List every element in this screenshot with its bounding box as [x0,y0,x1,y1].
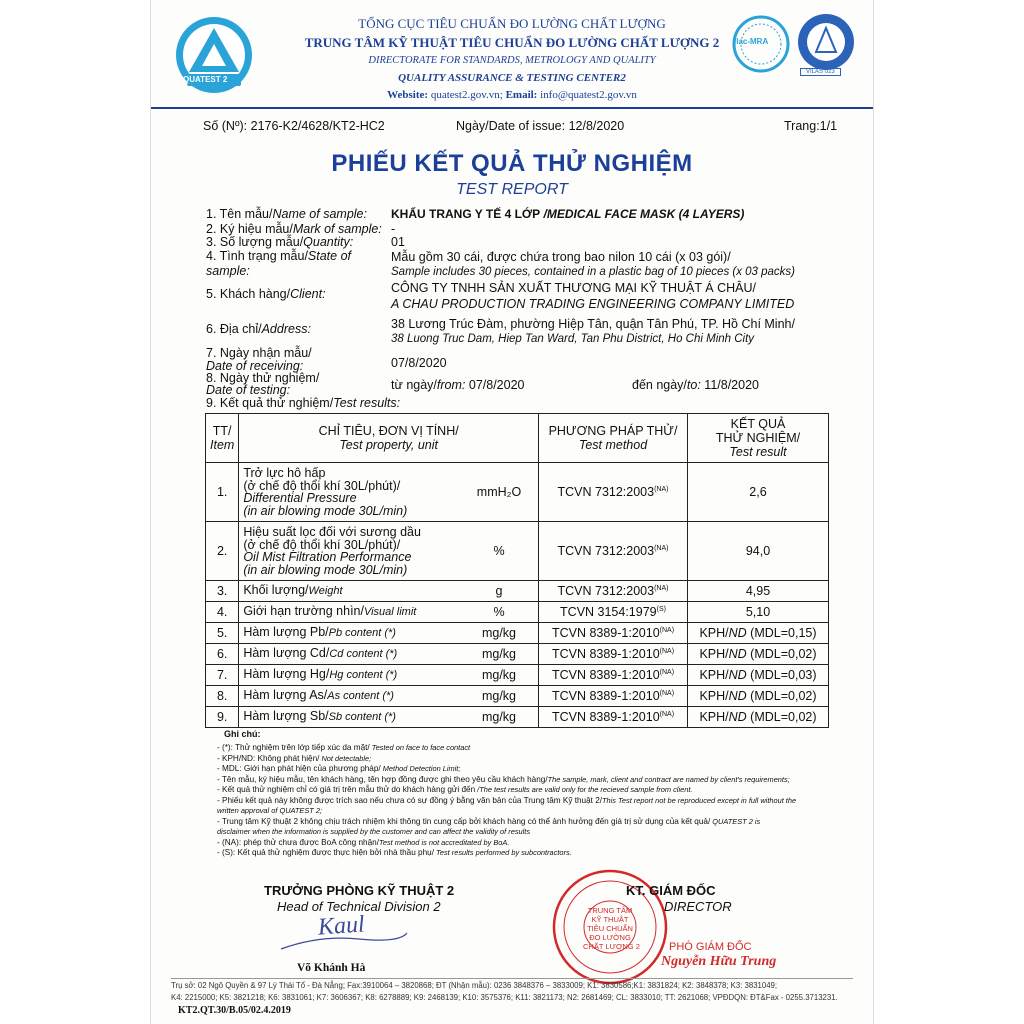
header-property-en: Test property, unit [339,438,438,452]
note-en: The sample, mark, client and contract are named by client's requirements; [547,774,790,784]
field-8-to-vn: đến ngày/ [632,378,687,392]
cell-method [539,463,688,522]
field-8-from-value: 07/8/2020 [465,378,525,392]
note-vn: - Tên mẫu, ký hiệu mẫu, tên khách hàng, tên hợp đồng được ghi theo yêu cầu khách hàng/ [217,774,548,784]
field-8-label-en: Date of testing: [206,383,291,397]
result-mdl: (MDL=0,15) [746,626,817,640]
logo-text: QUATEST 2 [183,75,228,84]
field-4-label-en: State of [307,249,352,263]
cell-unit: mmH₂O [460,463,539,522]
cell-item-no: 2. [206,522,239,581]
note-vn: - Kết quả thử nghiệm chỉ có giá trị trên mẫu thử do khách hàng gửi đến [217,785,476,794]
report-title-vn: PHIẾU KẾT QUẢ THỬ NGHIỆM [331,150,693,177]
result-nd: ND [728,626,747,640]
field-9-label-en: Test results: [333,396,401,410]
property-en: Cd content (*) [329,648,398,661]
field-2-label-en: Mark of sample: [292,222,382,236]
ilac-text: ilac-MRA [734,37,769,46]
field-1-label [206,207,367,221]
field-4-value-vn: Mẫu gồm 30 cái, được chứa trong bao nilon 10 cái (x 03 gói)/ [391,250,731,264]
result-kph: KPH/ [699,647,729,661]
table-row [206,522,829,581]
field-8-to-value: 11/8/2020 [700,378,759,392]
footer-line-2: K4: 2215000; K5: 3821218; K6: 3831061; K7: 3606367; K8: 6278889; K9: 2468139; K10: 3575376; K11: 3821173; N2: 2681469; CL: 3833010; TT: 2621068; VPĐDQN: ĐT&Fax - 0255.3713231. [171,993,838,1002]
cell-method [539,707,688,728]
report-number-value: 2176-K2/4628/KT2-HC2 [250,119,385,133]
note-vn: - KPH/ND: Không phát hiện/ [217,753,320,763]
header-item-vn: TT/ [212,424,232,438]
field-6-value-vn: 38 Lương Trúc Đàm, phường Hiệp Tân, quận Tân Phú, TP. Hồ Chí Minh/ [391,317,795,331]
note-vn: - Trung tâm Kỹ thuật 2 không chịu trách nhiệm khi thông tin cung cấp bởi khách hàng có thể ảnh hưởng đến giá trị sử dụng của kết quả/ [217,816,711,826]
field-1-value-vn: KHẨU TRANG Y TẾ 4 LỚP [391,207,541,221]
field-8-from-vn: từ ngày/ [391,378,437,392]
cell-unit: mg/kg [460,707,539,728]
field-9-label-vn: 9. Kết quả thử nghiệm/ [206,396,334,410]
property-vn: Hàm lượng Cd/ [243,646,330,661]
page-number: Trang:1/1 [784,119,838,133]
cell-result [688,707,829,728]
field-1-label-en: Name of sample: [272,207,367,221]
note-en: Not detectable; [319,753,372,763]
website-line [151,89,873,101]
note-item [217,775,796,786]
cell-property [239,707,460,728]
field-3-value: 01 [391,235,405,249]
org-line-3: DIRECTORATE FOR STANDARDS, METROLOGY AND QUALITY [368,55,656,66]
cell-result [688,602,829,623]
cell-unit: mg/kg [460,686,539,707]
field-5-label [206,287,326,301]
right-signatory-subtitle: DIRECTOR [664,899,732,914]
email-value: info@quatest2.gov.vn [540,89,637,101]
report-number-label: Số (Nº): [203,119,248,133]
footer-line-1: Trụ sở: 02 Ngô Quyền & 97 Lý Thái Tổ - Đà Nẵng; Fax:3910064 – 3820868; ĐT (Nhận mẫu): 0236 3848376 – 3833009; K1: 3830586;K1: 3831824; K2: 3848378; K3: 3831049; [171,981,778,990]
cell-result [688,623,829,644]
field-1-label-vn: 1. Tên mẫu/ [206,207,273,221]
field-1-value [391,207,744,221]
property-vn: Hàm lượng As/ [243,688,328,703]
table-row [206,707,829,728]
right-signatory-role: PHÓ GIÁM ĐỐC [669,941,752,953]
result-kph: KPH/ [699,626,729,640]
cell-result [688,463,829,522]
stamp-text [583,906,640,951]
header-result-en: Test result [729,445,787,459]
property-en: Pb content (*) [328,627,396,640]
right-signatory-name: Nguyễn Hữu Trung [661,954,777,969]
method-value: TCVN 7312:2003 [557,485,655,499]
note-item [217,827,796,838]
cell-unit: mg/kg [460,665,539,686]
field-6-value-en: 38 Luong Truc Dam, Hiep Tan Ward, Tan Phu District, Ho Chi Minh City [391,333,755,345]
report-number [203,119,385,133]
header-method [539,414,688,463]
org-line-1: TỔNG CỤC TIÊU CHUẨN ĐO LƯỜNG CHẤT LƯỢNG [358,16,666,31]
result-kph: KPH/ [699,668,729,682]
note-item [217,806,796,817]
cell-result [688,665,829,686]
cell-result [688,644,829,665]
header-item [206,414,239,463]
header-result [688,414,829,463]
note-vn: - (S): Kết quả thử nghiệm được thực hiện bởi nhà thầu phụ/ [217,848,434,857]
issue-date [456,119,624,133]
method-superscript: (NA) [659,689,675,697]
table-row [206,623,829,644]
property-vn: Trở lực hô hấp [243,466,326,480]
note-item [217,743,796,754]
property-en: Visual limit [363,606,417,619]
field-8-label-vn: 8. Ngày thử nghiệm/ [206,371,320,385]
cell-item-no: 1. [206,463,239,522]
method-value: TCVN 7312:2003 [557,544,655,558]
result-value: 94,0 [745,544,771,558]
cell-item-no: 9. [206,707,239,728]
field-2-label [206,222,382,236]
field-6-label [206,322,311,336]
method-superscript: (S) [656,605,666,613]
property-en: Differential Pressure [243,491,357,505]
method-superscript: (NA) [659,626,675,634]
results-table [205,413,829,728]
left-signatory-title: TRƯỞNG PHÒNG KỸ THUẬT 2 [264,883,455,898]
cell-item-no: 8. [206,686,239,707]
website-value: quatest2.gov.vn; [430,89,503,101]
property-vn-2: (ở chế độ thổi khí 30L/phút)/ [243,478,401,493]
field-3-label [206,235,353,249]
cell-method [539,602,688,623]
stamp-line: TIÊU CHUẨN [587,924,633,933]
right-signatory-title: KT. GIÁM ĐỐC [626,883,716,898]
cell-item-no: 3. [206,581,239,602]
org-line-4: QUALITY ASSURANCE & TESTING CENTER2 [398,72,626,84]
note-item [217,796,796,807]
website-label: Website: [387,89,429,101]
cell-item-no: 4. [206,602,239,623]
notes-list [217,743,796,859]
table-row [206,665,829,686]
cell-method [539,644,688,665]
property-vn: Hiệu suất lọc đối với sương dầu [243,525,421,539]
results-header-row [206,414,829,463]
test-report-page [151,0,873,1024]
cell-result [688,581,829,602]
result-mdl: (MDL=0,02) [746,647,817,661]
result-kph: KPH/ [699,689,729,703]
property-vn: Giới hạn trường nhìn/ [243,604,364,619]
property-en-2: (in air blowing mode 30L/min) [243,503,408,518]
method-value: TCVN 8389-1:2010 [551,647,660,661]
result-nd: ND [728,668,747,682]
property-en: Oil Mist Filtration Performance [243,550,412,564]
property-en: Weight [308,585,343,598]
field-4-value-en: Sample includes 30 pieces, contained in a plastic bag of 10 pieces (x 03 packs) [391,266,796,278]
property-en-2: (in air blowing mode 30L/min) [243,562,408,577]
property-en: Sb content (*) [328,711,396,724]
note-en: /The test results are valid only for the recieved sample from client. [475,785,693,794]
note-item [217,754,796,765]
field-7-label-vn: 7. Ngày nhận mẫu/ [206,346,312,360]
header-divider [151,107,873,109]
left-signature-stroke-icon [279,925,409,953]
note-en: disclaimer when the information is supplied by the customer and can affect the validity of results [217,827,531,836]
field-4-label [206,249,351,263]
note-en: Test results performed by subcontractors. [433,848,572,857]
issue-date-value: 12/8/2020 [568,119,625,133]
email-label: Email: [505,89,538,101]
field-5-label-vn: 5. Khách hàng/ [206,287,291,301]
note-item [217,817,796,828]
method-value: TCVN 7312:2003 [557,584,655,598]
cell-property [239,623,460,644]
method-superscript: (NA) [654,485,669,493]
method-superscript: (NA) [659,647,675,655]
note-item [217,764,796,775]
field-8-to-en: to: [686,378,701,392]
cell-unit: mg/kg [460,623,539,644]
result-mdl: (MDL=0,03) [746,668,817,682]
field-3-label-vn: 3. Số lượng mẫu/ [206,235,304,249]
result-nd: ND [728,710,747,724]
note-vn: - Phiếu kết quả này không được trích sao nếu chưa có sự đồng ý bằng văn bản của Trung tâm Kỹ thuật 2/ [217,795,603,805]
cell-unit: % [460,522,539,581]
field-6-label-vn: 6. Địa chỉ/ [206,322,262,336]
table-row [206,581,829,602]
stamp-line: KỸ THUẬT [591,915,629,924]
field-2-label-vn: 2. Ký hiệu mẫu/ [206,222,293,236]
result-nd: ND [728,689,747,703]
cell-item-no: 6. [206,644,239,665]
org-line-2: TRUNG TÂM KỸ THUẬT TIÊU CHUẨN ĐO LƯỜNG CHẤT LƯỢNG 2 [304,35,720,50]
field-1-value-en: /MEDICAL FACE MASK (4 LAYERS) [540,207,745,221]
method-value: TCVN 8389-1:2010 [551,710,660,724]
note-en: written approval of QUATEST 2; [217,806,323,815]
note-item [217,848,796,859]
stamp-line: TRUNG TÂM [587,906,633,915]
header-result-vn-2: THỬ NGHIỆM/ [715,431,801,445]
field-7-value: 07/8/2020 [391,356,447,370]
note-en: This Test report not be reproduced except in full without the [602,795,797,805]
method-value: TCVN 8389-1:2010 [551,626,660,640]
field-7-label-en: Date of receiving: [206,359,304,373]
field-3-label-en: Quantity: [303,235,354,249]
cell-unit: % [460,602,539,623]
cell-property [239,602,460,623]
table-row [206,602,829,623]
cell-item-no: 7. [206,665,239,686]
method-superscript: (NA) [659,710,675,718]
left-signatory-subtitle: Head of Technical Division 2 [277,899,441,914]
footer-divider [171,978,853,979]
result-value: 2,6 [749,485,767,499]
note-item [217,785,796,796]
header-result-vn-1: KẾT QUẢ [730,417,786,431]
field-2-value: - [391,222,396,236]
header-property [239,414,539,463]
method-superscript: (NA) [654,544,669,552]
cell-method [539,686,688,707]
note-en: Tested on face to face contact [369,743,471,752]
note-en: Method Detection Limit; [380,764,461,773]
result-value: 5,10 [745,605,771,619]
cell-property [239,644,460,665]
method-superscript: (NA) [659,668,675,676]
cell-property [239,581,460,602]
cell-result [688,522,829,581]
property-en: As content (*) [327,690,394,703]
cell-item-no: 5. [206,623,239,644]
cell-method [539,623,688,644]
issue-date-label: Ngày/Date of issue: [456,119,566,133]
field-8-to [632,378,759,392]
header-method-en: Test method [578,438,648,452]
results-body [206,463,829,728]
cell-method [539,665,688,686]
property-vn: Hàm lượng Hg/ [243,667,330,682]
note-vn: - (NA): phép thử chưa được BoA công nhận/ [217,837,379,847]
notes-title: Ghi chú: [224,729,261,739]
header-method-vn: PHƯƠNG PHÁP THỬ/ [548,424,678,438]
cell-property [239,686,460,707]
cell-unit: mg/kg [460,644,539,665]
report-title-en: TEST REPORT [456,181,568,198]
result-mdl: (MDL=0,02) [746,689,817,703]
field-4-label-vn: 4. Tình trạng mẫu/ [206,249,308,263]
note-vn: - MDL: Giới hạn phát hiện của phương pháp/ [217,764,381,773]
cell-method [539,522,688,581]
method-superscript: (NA) [654,584,669,592]
result-mdl: (MDL=0,02) [746,710,817,724]
note-en: QUATEST 2 is [710,816,761,826]
property-vn: Hàm lượng Pb/ [243,625,329,640]
table-row [206,644,829,665]
field-9-label [206,396,400,410]
note-vn: - (*): Thử nghiệm trên lớp tiếp xúc da mặt/ [217,743,370,752]
field-4-label-cont: sample: [206,264,250,278]
header-property-vn: CHỈ TIÊU, ĐƠN VỊ TÍNH/ [318,424,459,438]
header-item-en: Item [210,438,235,452]
cell-property [239,522,460,581]
property-vn-2: (ở chế độ thổi khí 30L/phút)/ [243,537,401,552]
vilas-badge: VILAS 023 [800,68,841,76]
field-6-label-en: Address: [261,322,311,336]
left-signature: Kaul [317,911,366,941]
property-vn: Hàm lượng Sb/ [243,709,329,724]
left-signatory-name: Võ Khánh Hà [297,962,366,974]
result-nd: ND [728,647,747,661]
method-value: TCVN 8389-1:2010 [551,668,660,682]
field-8-from [391,378,524,392]
cell-result [688,686,829,707]
form-code: KT2.QT.30/B.05/02.4.2019 [178,1005,291,1016]
field-5-label-en: Client: [290,287,326,301]
property-en: Hg content (*) [329,669,398,682]
stamp-line: ĐO LƯỜNG [589,933,631,942]
note-en: Test method is not accreditated by BoA. [379,837,510,847]
cell-property [239,665,460,686]
field-8-from-en: from: [436,378,466,392]
result-kph: KPH/ [699,710,729,724]
cell-property [239,463,460,522]
cell-unit: g [460,581,539,602]
method-value: TCVN 3154:1979 [560,605,657,619]
cell-method [539,581,688,602]
field-5-value-en: A CHAU PRODUCTION TRADING ENGINEERING COMPANY LIMITED [391,297,795,311]
table-row [206,463,829,522]
field-5-value-vn: CÔNG TY TNHH SẢN XUẤT THƯƠNG MẠI KỸ THUẬT Á CHÂU/ [391,281,756,295]
stamp-line: CHẤT LƯỢNG 2 [583,942,640,951]
note-item [217,838,796,849]
result-value: 4,95 [745,584,771,598]
method-value: TCVN 8389-1:2010 [551,689,660,703]
table-row [206,686,829,707]
property-vn: Khối lượng/ [243,583,309,598]
